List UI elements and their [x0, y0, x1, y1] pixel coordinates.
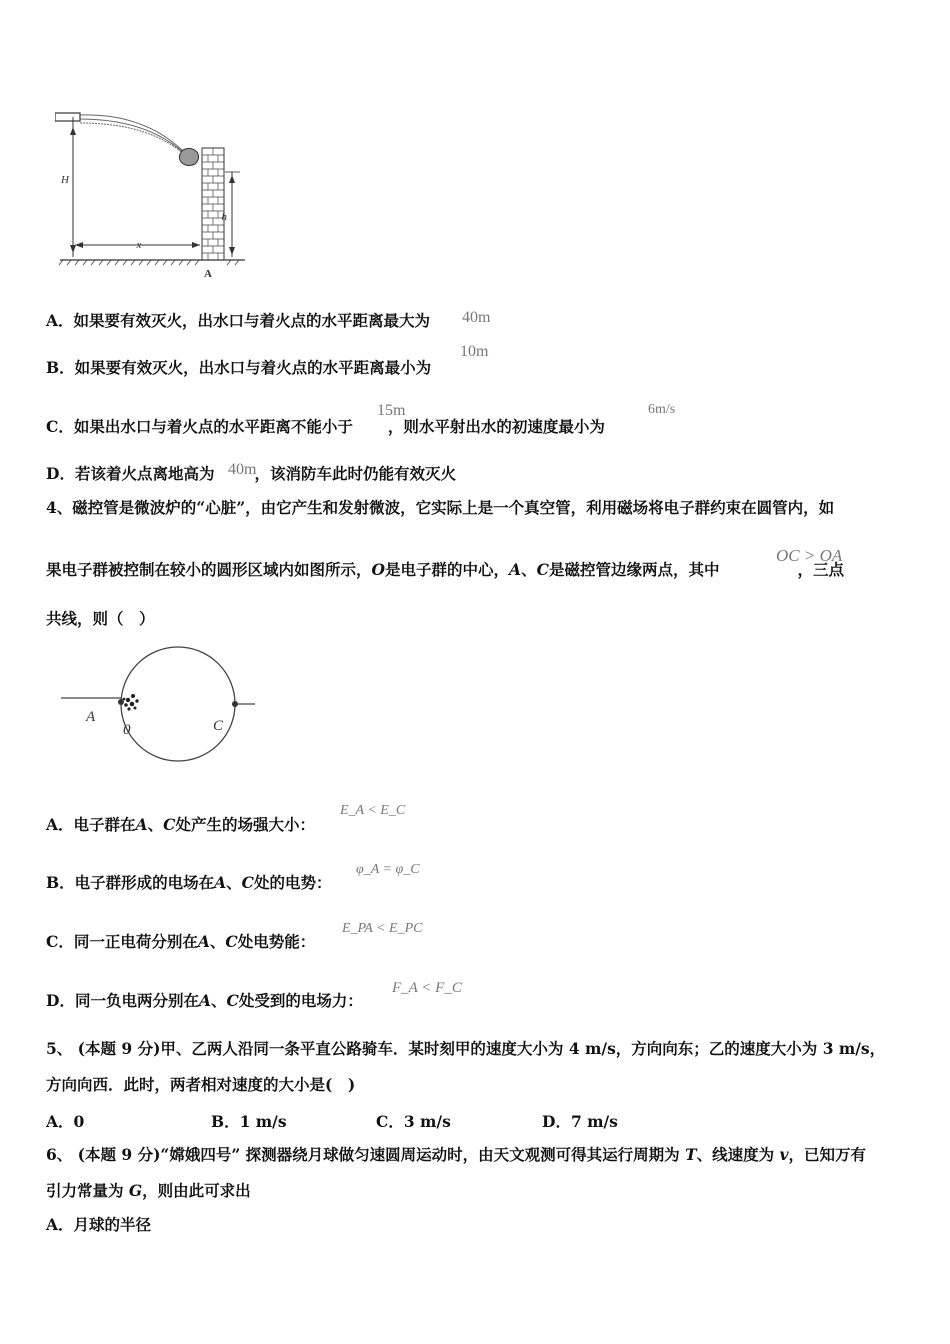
label-C: C	[213, 718, 224, 734]
label-x: x	[136, 239, 142, 251]
q4-stem-line3: 共线，则（ ）	[46, 609, 155, 628]
q6-stem-line1: 6、 (本题 9 分)“嫦娥四号” 探测器绕月球做匀速圆周运动时，由天文观测可得其运行周期为 T、线速度为 v，已知万有	[46, 1145, 867, 1164]
q5-stem-line1: 5、 (本题 9 分)甲、乙两人沿同一条平直公路骑车．某时刻甲的速度大小为 4 m/s，方向向东；乙的速度大小为 3 m/s，	[46, 1039, 886, 1058]
q5-option-a: A．0	[46, 1112, 85, 1131]
q3-c-math-a: 15m	[377, 402, 406, 419]
q4-option-b: B．电子群形成的电场在A、C处的电势：	[46, 873, 332, 892]
q3-option-a: A．如果要有效灭火，出水口与着火点的水平距离最大为	[46, 311, 431, 330]
magnetron-figure	[58, 640, 263, 770]
label-H: H	[61, 174, 69, 186]
fire-hose-figure	[55, 105, 255, 285]
q3-c-math-b: 6m/s	[648, 402, 676, 417]
q3-d-math: 40m	[228, 461, 257, 478]
q4-d-math: F_A < F_C	[392, 980, 462, 996]
q6-option-a: A．月球的半径	[46, 1215, 152, 1234]
q5-option-d: D．7 m/s	[542, 1112, 618, 1131]
q3-option-c: C．如果出水口与着火点的水平距离不能小于 ，则水平射出水的初速度最小为	[46, 417, 605, 436]
q4-option-d: D．同一负电两分别在A、C处受到的电场力：	[46, 991, 363, 1010]
q3-option-b: B．如果要有效灭火，出水口与着火点的水平距离最小为	[46, 358, 432, 377]
label-A: A	[86, 709, 96, 725]
q3-b-math: 10m	[460, 343, 489, 360]
q3-a-math: 40m	[462, 309, 491, 326]
q6-stem-line2: 引力常量为 G，则由此可求出	[46, 1181, 251, 1200]
q4-c-math: E_PA < E_PC	[342, 921, 423, 936]
q3-option-d: D．若该着火点离地高为 ，该消防车此时仍能有效灭火	[46, 464, 456, 483]
q4-stem-math: OC > OA	[776, 546, 843, 565]
q4-a-math: E_A < E_C	[340, 803, 406, 818]
label-O: 0	[123, 722, 131, 738]
q4-option-a: A．电子群在A、C处产生的场强大小：	[46, 815, 315, 834]
q4-b-math: φ_A = φ_C	[356, 862, 420, 877]
q5-option-b: B．1 m/s	[211, 1112, 287, 1131]
q4-stem-line2: 果电子群被控制在较小的圆形区域内如图所示，O是电子群的中心，A、C是磁控管边缘两点，其中 ，三点	[46, 560, 844, 579]
q4-stem-line1: 4、磁控管是微波炉的“心脏”，由它产生和发射微波，它实际上是一个真空管，利用磁场将电子群约束在圆管内，如	[46, 498, 835, 517]
q5-stem-line2: 方向向西．此时，两者相对速度的大小是( )	[46, 1075, 356, 1094]
q4-option-c: C．同一正电荷分别在A、C处电势能：	[46, 932, 316, 951]
label-h: h	[221, 211, 227, 223]
label-A: A	[204, 268, 212, 280]
q5-option-c: C．3 m/s	[376, 1112, 451, 1131]
